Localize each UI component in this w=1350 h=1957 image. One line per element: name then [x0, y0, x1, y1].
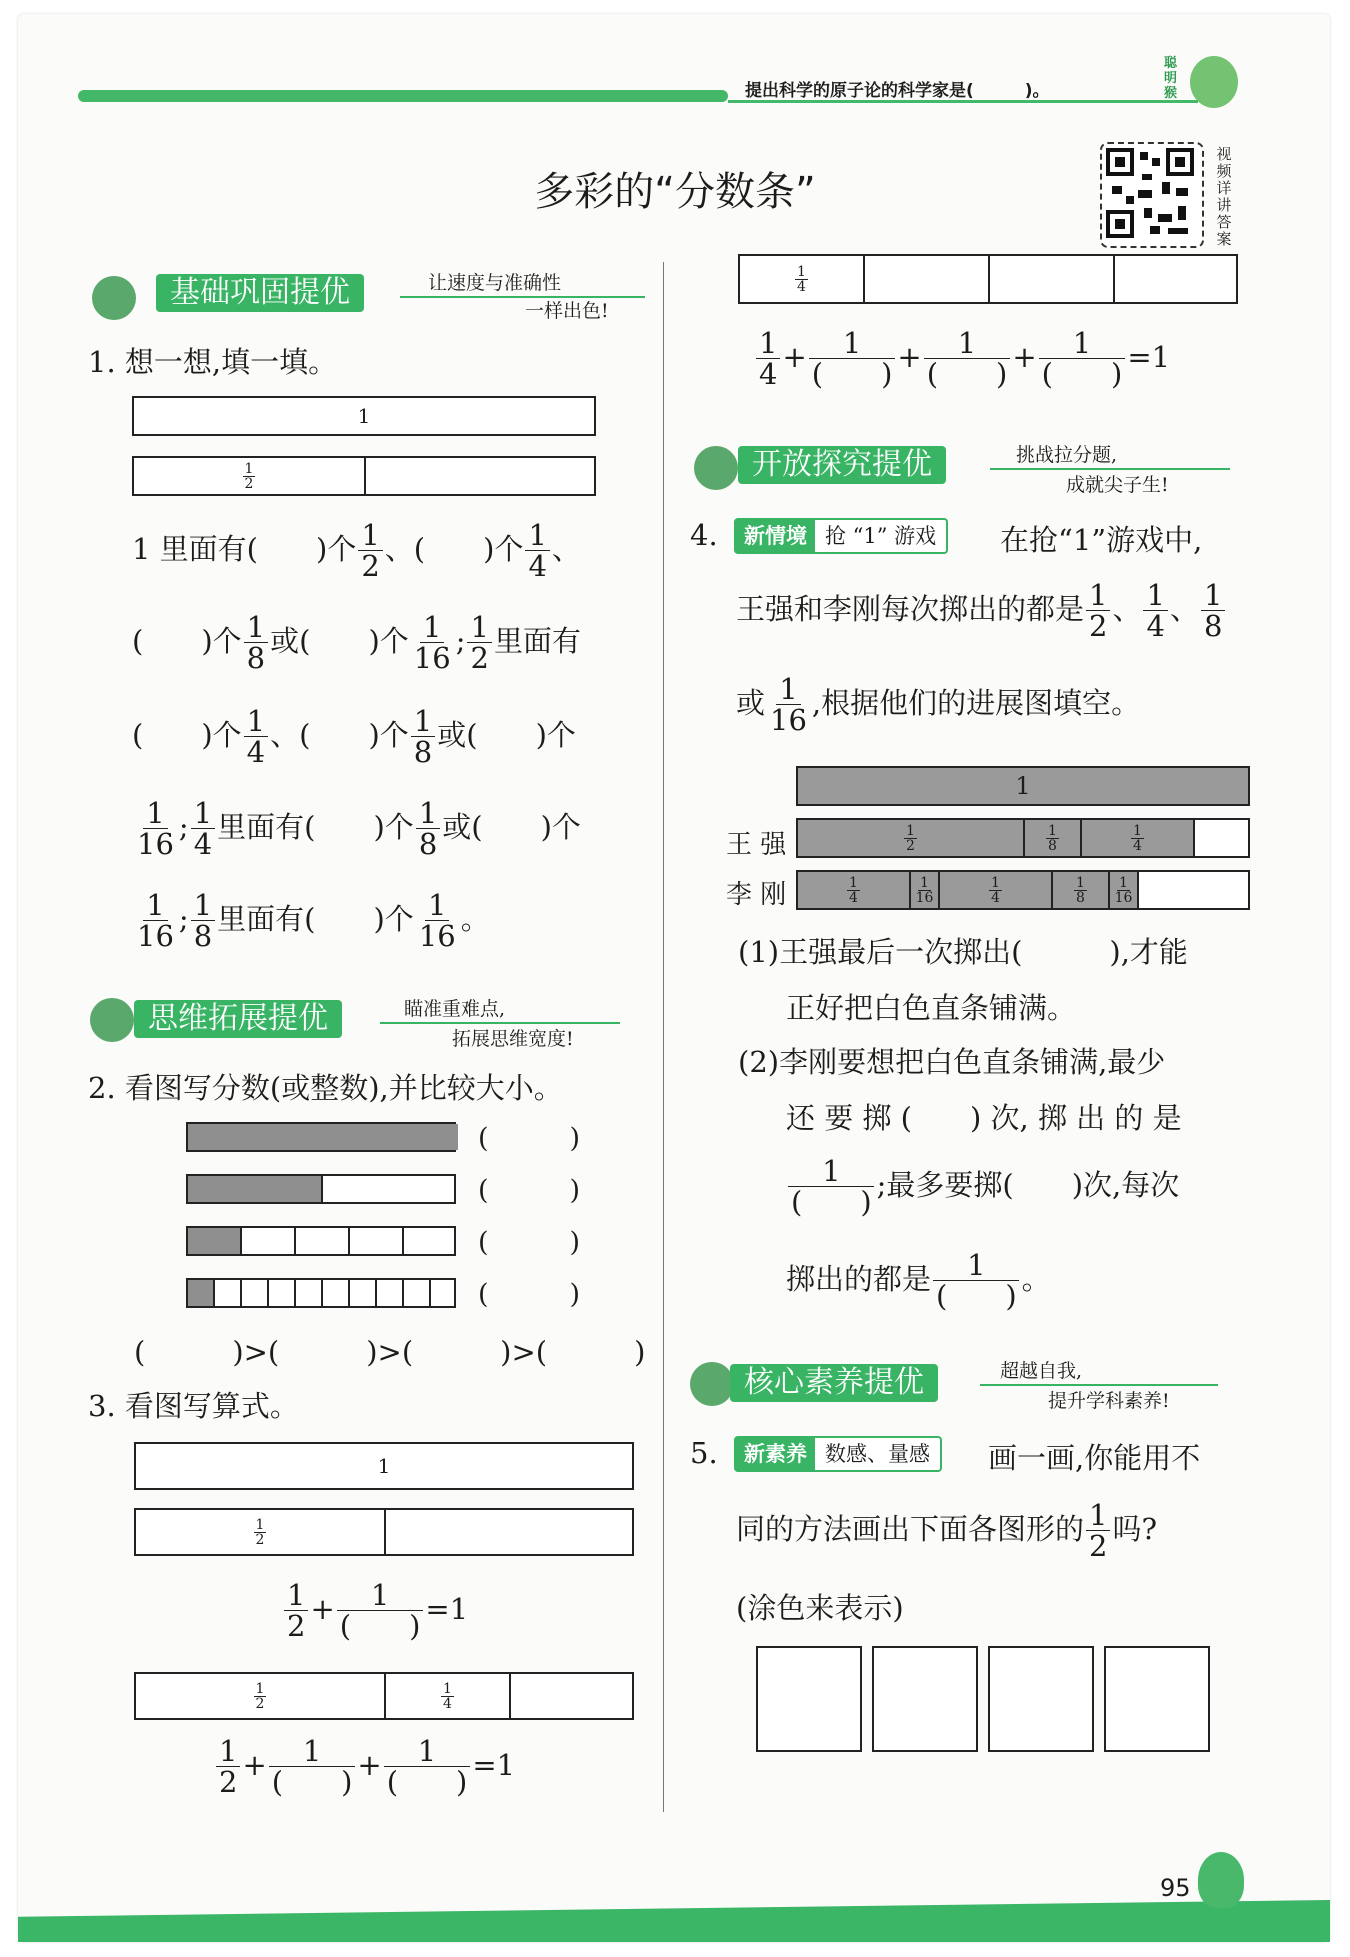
q1-line3: ( )个 $\frac{1}{4}$ 、( )个 $\frac{1}{8}$ 或( )个: [132, 704, 576, 770]
qr-code-icon[interactable]: [1100, 142, 1204, 248]
header-bar: [78, 90, 728, 102]
li-quarter-1: 1 4: [798, 872, 911, 908]
q3b-quarter-segment: 1 4: [386, 1674, 511, 1718]
q3-equation-2: $\frac{1}{2}$ + $\frac{1}{( )}$ + $\frac{1}{( )}$ =1: [214, 1736, 515, 1798]
drawing-square-1[interactable]: [756, 1646, 862, 1752]
q2-shaded-part: [188, 1176, 323, 1202]
li-progress-bar: [796, 870, 1250, 910]
q2-empty-part: [242, 1228, 296, 1254]
q2-answer-blank[interactable]: ( ): [478, 1279, 581, 1310]
q2-answer-blank[interactable]: ( ): [478, 1227, 581, 1258]
q5-literacy-tag: 新素养 数感、量感: [734, 1436, 942, 1472]
q2-empty-part: [215, 1280, 242, 1306]
mascot-text: 聪明猴: [1164, 56, 1178, 101]
q2-empty-part: [350, 1280, 377, 1306]
q2-empty-part: [377, 1280, 404, 1306]
q5-number: 5.: [690, 1436, 718, 1470]
core-slogan-1: 超越自我,: [1000, 1360, 1083, 1382]
qr-side-label: 视频详讲答案: [1216, 145, 1232, 248]
monkey-mascot-icon: [1190, 56, 1238, 108]
q4-sub2-line1: (2)李刚要想把白色直条铺满,最少: [738, 1045, 1166, 1079]
skater-mascot-icon: [92, 276, 136, 320]
q2-shaded-part: [188, 1228, 242, 1254]
li-label: 李 刚: [726, 880, 787, 910]
thinking-slogan-2: 拓展思维宽度!: [452, 1028, 574, 1050]
q4-bar-whole-label: 1: [1015, 772, 1031, 800]
q4-sub2-line2: 还 要 掷 ( ) 次, 掷 出 的 是: [786, 1101, 1182, 1135]
q2-empty-part: [350, 1228, 404, 1254]
li-sixteenth-2: 1 16: [1110, 872, 1139, 908]
column-divider: [663, 262, 664, 1812]
open-slogan-1: 挑战拉分题,: [1016, 444, 1118, 466]
q4-sub2-line3: $\frac{1}{( )}$ ;最多要掷( )次,每次: [786, 1156, 1179, 1218]
q2-fraction-bar: [186, 1278, 456, 1308]
q2-empty-part: [323, 1280, 350, 1306]
section-banner-thinking: 思维拓展提优: [134, 1000, 342, 1038]
core-underline: [980, 1384, 1218, 1386]
q4-number: 4.: [690, 518, 718, 552]
q3b-half-segment: 1 2: [136, 1674, 386, 1718]
wang-eighth: 1 8: [1025, 820, 1082, 856]
q2-empty-part: [404, 1280, 431, 1306]
q3-bar-half-quarter: [134, 1672, 634, 1720]
q3-half-segment: 1 2: [136, 1510, 386, 1554]
drawing-square-4[interactable]: [1104, 1646, 1210, 1752]
q1-line5: $\frac{1}{16}$ ; $\frac{1}{8}$ 里面有( )个 $\frac{1}{16}$ 。: [137, 888, 490, 954]
q2-answer-blank[interactable]: ( ): [478, 1175, 581, 1206]
q2-empty-part: [431, 1280, 458, 1306]
q4-sub1-line1: (1)王强最后一次掷出( ),才能: [738, 935, 1188, 969]
q3-bar-whole-label: 1: [377, 1454, 391, 1478]
q2-answer-blank[interactable]: ( ): [478, 1123, 581, 1154]
q3-equation-1: $\frac{1}{2}$ + $\frac{1}{( )}$ =1: [282, 1580, 468, 1642]
open-underline: [990, 468, 1230, 470]
open-slogan-2: 成就尖子生!: [1066, 474, 1169, 496]
basic-slogan-2: 一样出色!: [525, 300, 609, 322]
q3-half-segment-blank: [386, 1510, 636, 1554]
q3c-bar-quarters: [738, 254, 1238, 304]
drawing-square-2[interactable]: [872, 1646, 978, 1752]
wang-half: 1 2: [798, 820, 1025, 856]
q2-fraction-bar: [186, 1174, 456, 1204]
li-quarter-2: 1 4: [940, 872, 1053, 908]
q4-sub1-line2: 正好把白色直条铺满。: [786, 991, 1077, 1025]
section-banner-basic: 基础巩固提优: [156, 274, 364, 312]
page-title: 多彩的“分数条”: [534, 169, 816, 215]
q3b-blank-segment: [511, 1674, 636, 1718]
q3-stem: 3. 看图写算式。: [88, 1389, 299, 1423]
drawing-square-3[interactable]: [988, 1646, 1094, 1752]
thinking-mascot-icon: [90, 998, 134, 1042]
q1-half-segment: 1 2: [134, 458, 366, 494]
q4-text-2: 王强和李刚每次掷出的都是 $\frac{1}{2}$ 、 $\frac{1}{4}$ 、 $\frac{1}{8}$: [736, 580, 1227, 642]
li-eighth: 1 8: [1053, 872, 1110, 908]
q4-text-1: 在抢“1”游戏中,: [1000, 523, 1203, 557]
q3-bar-whole: [134, 1442, 634, 1490]
q2-shaded-part: [188, 1280, 215, 1306]
q1-bar-halves: [132, 456, 596, 496]
q2-fraction-bar: [186, 1226, 456, 1256]
q2-empty-part: [404, 1228, 458, 1254]
section-banner-open: 开放探究提优: [738, 446, 946, 484]
q3-bar-halves: [134, 1508, 634, 1556]
hero-mascot-icon: [690, 1362, 734, 1406]
q5-text-3: (涂色来表示): [736, 1591, 904, 1625]
explorer-mascot-icon: [694, 446, 738, 490]
core-slogan-2: 提升学科素养!: [1048, 1390, 1170, 1412]
q5-text-2: 同的方法画出下面各图形的 $\frac{1}{2}$ 吗?: [736, 1498, 1158, 1564]
wang-label: 王 强: [726, 830, 787, 860]
q3c-quarter-segment: 1 4: [740, 256, 865, 302]
basic-underline: [400, 296, 645, 298]
thinking-slogan-1: 瞄准重难点,: [404, 998, 506, 1020]
li-sixteenth-1: 1 16: [911, 872, 940, 908]
page-number: 95: [1160, 1874, 1191, 1902]
q3c-blank-segment: [990, 256, 1115, 302]
q4-context-tag: 新情境 抢 “1” 游戏: [734, 518, 948, 554]
q5-text-1: 画一画,你能用不: [988, 1441, 1201, 1475]
q2-empty-part: [323, 1176, 458, 1202]
q2-stem: 2. 看图写分数(或整数),并比较大小。: [88, 1071, 563, 1105]
q2-empty-part: [242, 1280, 269, 1306]
q2-empty-part: [296, 1280, 323, 1306]
q1-bar-whole-label: 1: [357, 404, 371, 428]
wang-progress-bar: [796, 818, 1250, 858]
q2-empty-part: [296, 1228, 350, 1254]
header-question: 提出科学的原子论的科学家是( )。: [745, 81, 1050, 101]
q2-shaded-part: [188, 1124, 458, 1150]
q3c-blank-segment: [1115, 256, 1240, 302]
q1-line4: $\frac{1}{16}$ ; $\frac{1}{4}$ 里面有( )个 $\frac{1}{8}$ 或( )个: [137, 796, 581, 862]
q2-compare: ( )>( )>( )>( ): [134, 1335, 646, 1369]
q1-line1: 1 里面有( )个 $\frac{1}{2}$ 、( )个 $\frac{1}{4}$ 、: [132, 518, 581, 584]
q2-fraction-bar: [186, 1122, 456, 1152]
q3c-blank-segment: [865, 256, 990, 302]
section-banner-core: 核心素养提优: [730, 1364, 938, 1402]
q1-line2: ( )个 $\frac{1}{8}$ 或( )个 $\frac{1}{16}$ ; $\frac{1}{2}$ 里面有: [132, 610, 581, 676]
li-remaining: [1139, 872, 1252, 908]
q3-equation-3: $\frac{1}{4}$ + $\frac{1}{( )}$ + $\frac{1}{( )}$ + $\frac{1}{( )}$ =1: [754, 328, 1170, 390]
q4-sub2-line4: 掷出的都是 $\frac{1}{( )}$ 。: [786, 1248, 1051, 1314]
basic-slogan-1: 让速度与准确性: [428, 272, 562, 294]
wang-quarter: 1 4: [1082, 820, 1195, 856]
q4-text-3: 或 $\frac{1}{16}$ ,根据他们的进展图填空。: [736, 672, 1141, 738]
thinking-underline: [380, 1022, 620, 1024]
q1-stem: 1. 想一想,填一填。: [88, 345, 338, 379]
q1-half-segment-blank: [366, 458, 598, 494]
q2-empty-part: [269, 1280, 296, 1306]
dolphin-mascot-icon: [1198, 1852, 1244, 1908]
q1-bar-whole: [132, 396, 596, 436]
q4-bar-whole: [796, 766, 1250, 806]
wang-remaining: [1195, 820, 1252, 856]
